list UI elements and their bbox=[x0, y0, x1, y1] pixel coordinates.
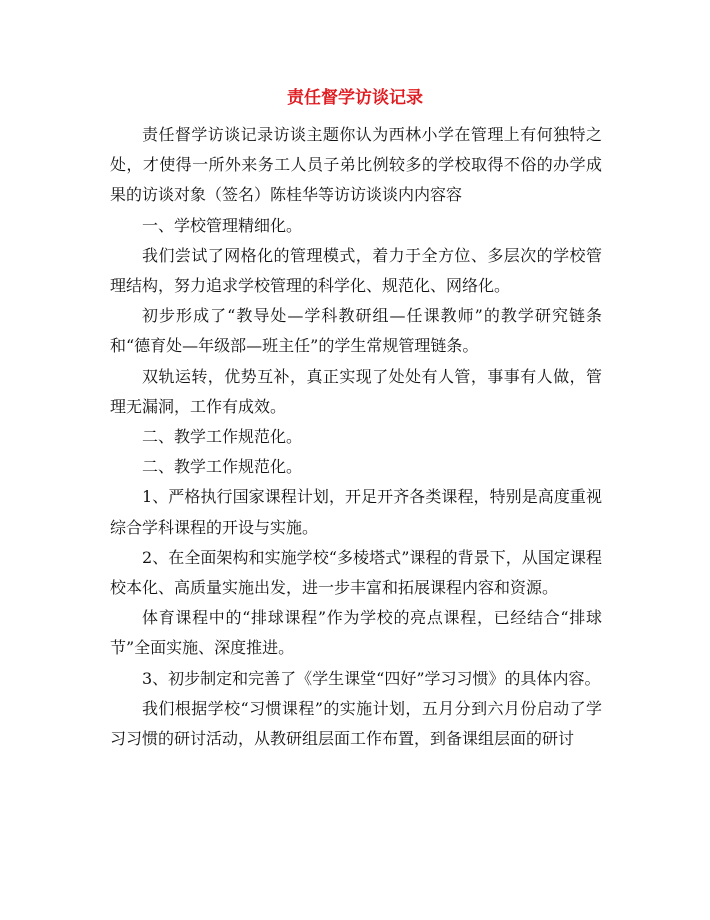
paragraph-item-2: 2、在全面架构和实施学校“多棱塔式”课程的背景下，从国定课程校本化、高质量实施出发，进一步丰富和拓展课程内容和资源。 bbox=[110, 547, 602, 598]
paragraph: 初步形成了“教导处—学科教研组—任课教师”的教学研究链条和“德育处—年级部—班主任”的学生常规管理链条。 bbox=[110, 306, 602, 356]
paragraph: 双轨运转，优势互补，真正实现了处处有人管，事事有人做，管理无漏洞，工作有成效。 bbox=[110, 366, 602, 416]
paragraph-heading-management: 一、学校管理精细化。 bbox=[142, 215, 303, 235]
paragraph: 体育课程中的“排球课程”作为学校的亮点课程，已经结合“排球节”全面实施、深度推进。 bbox=[110, 608, 602, 658]
paragraph-heading-teaching-repeat: 二、教学工作规范化。 bbox=[142, 457, 303, 477]
document-title: 责任督学访谈记录 bbox=[287, 88, 423, 108]
document-body bbox=[110, 120, 602, 754]
paragraph-item-3: 3、初步制定和完善了《学生课堂“四好”学习习惯》的具体内容。 bbox=[142, 668, 601, 688]
paragraph-intro: 责任督学访谈记录访谈主题你认为西林小学在管理上有何独特之处，才使得一所外来务工人员子弟比例较多的学校取得不俗的办学成果的访谈对象（签名）陈桂华等访访谈谈内内容容 bbox=[110, 125, 602, 205]
paragraph-item-1: 1、严格执行国家课程计划，开足开齐各类课程，特别是高度重视综合学科课程的开设与实施。 bbox=[110, 487, 602, 537]
paragraph: 我们根据学校“习惯课程”的实施计划，五月分到六月份启动了学习习惯的研讨活动，从教研组层面工作布置，到备课组层面的研讨 bbox=[110, 698, 602, 749]
paragraph: 我们尝试了网格化的管理模式，着力于全方位、多层次的学校管理结构，努力追求学校管理的科学化、规范化、网络化。 bbox=[110, 245, 602, 296]
paragraph-heading-teaching: 二、教学工作规范化。 bbox=[142, 427, 303, 447]
